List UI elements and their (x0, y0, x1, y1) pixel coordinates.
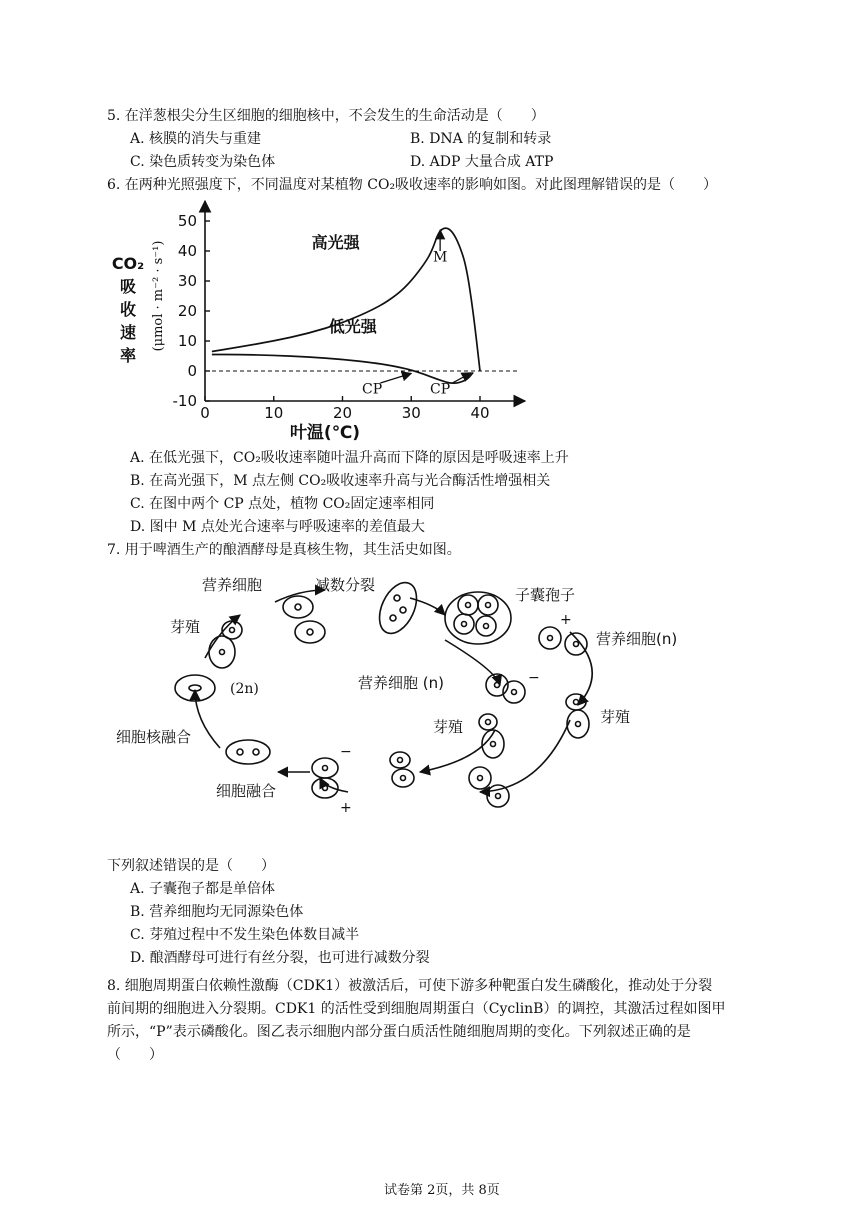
y-axis-label: CO₂ (111, 254, 145, 273)
series-label-low-light: 低光强 (328, 317, 377, 336)
q7-question: 下列叙述错误的是（ ） (107, 858, 275, 874)
series-label-high-light: 高光强 (311, 233, 360, 252)
cell-fusion-pair (312, 758, 338, 798)
x-tick-label: 30 (401, 404, 421, 422)
label-minus-middle: − (528, 670, 540, 686)
x-tick-label: 0 (200, 404, 210, 422)
label-plus-top: + (560, 612, 572, 628)
cell-budding-right (566, 694, 589, 738)
y-axis-label: 率 (119, 346, 137, 365)
q6-option-c: C. 在图中两个 CP 点处，植物 CO₂固定速率相同 (130, 496, 435, 512)
q6-option-a: A. 在低光强下，CO₂吸收速率随叶温升高而下降的原因是呼吸速率上升 (130, 450, 569, 466)
cell-meiosis (372, 577, 424, 639)
y-tick-label: 30 (177, 272, 197, 290)
label-karyogamy: 细胞核融合 (116, 728, 192, 746)
cell-spores-right (539, 627, 587, 655)
label-veg-middle: 营养细胞 (n) (358, 674, 444, 692)
x-tick-label: 10 (264, 404, 284, 422)
q5-stem: 5. 在洋葱根尖分生区细胞的细胞核中，不会发生的生命活动是（ ） (107, 108, 545, 124)
label-minus-bottom: − (340, 744, 352, 760)
q6-option-d: D. 图中 M 点处光合速率与呼吸速率的差值最大 (130, 519, 425, 535)
q8-line-1: 8. 细胞周期蛋白依赖性激酶（CDK1）被激活后，可使下游多种靶蛋白发生磷酸化，推动处于分裂 (107, 978, 713, 994)
series-low-light-line (212, 355, 473, 384)
q6-option-b: B. 在高光强下，M 点左侧 CO₂吸收速率升高与光合酶活性增强相关 (130, 473, 551, 489)
y-axis-unit: (μmol · m⁻² · s⁻¹) (151, 240, 166, 352)
y-tick-label: -10 (172, 392, 197, 410)
label-budding-middle: 芽殖 (433, 718, 464, 736)
cell-bottom-right (469, 767, 509, 807)
label-budding-right: 芽殖 (600, 708, 631, 726)
label-cell-fusion: 细胞融合 (216, 782, 277, 800)
q7-stem: 7. 用于啤酒生产的酿酒酵母是真核生物，其生活史如图。 (107, 542, 461, 558)
q7-option-b: B. 营养细胞均无同源染色体 (130, 904, 304, 920)
y-axis-label: 速 (119, 323, 137, 342)
q7-option-a: A. 子囊孢子都是单倍体 (130, 881, 276, 897)
q6-stem: 6. 在两种光照强度下，不同温度对某植物 CO₂吸收速率的影响如图。对此图理解错误的是（ ） (107, 177, 718, 193)
yeast-life-cycle-diagram (100, 560, 678, 820)
q8-line-4: （ ） (107, 1047, 163, 1063)
label-plus-bottom: + (340, 800, 352, 816)
label-meiosis: 减数分裂 (315, 576, 376, 594)
cell-veg-middle (486, 674, 525, 703)
page-footer: 试卷第 2页，共 8页 (384, 1183, 500, 1198)
x-tick-label: 20 (332, 404, 353, 422)
cell-karyogamy (226, 740, 270, 764)
cell-middle-bottom (390, 752, 414, 787)
y-tick-label: 40 (177, 242, 197, 260)
q5-option-b: B. DNA 的复制和转录 (410, 131, 552, 147)
label-diploid: (2n) (230, 681, 259, 697)
q7-option-c: C. 芽殖过程中不发生染色体数目减半 (130, 927, 360, 943)
x-axis-label: 叶温(℃) (289, 423, 361, 443)
q7-option-d: D. 酿酒酵母可进行有丝分裂，也可进行减数分裂 (130, 950, 430, 966)
q5-option-d: D. ADP 大量合成 ATP (410, 154, 554, 170)
y-axis-label: 收 (119, 300, 137, 319)
q5-option-c: C. 染色质转变为染色体 (130, 154, 276, 170)
q8-line-3: 所示，“P”表示磷酸化。图乙表示细胞内部分蛋白质活性随细胞周期的变化。下列叙述正确的是 (107, 1024, 691, 1040)
y-tick-label: 50 (177, 212, 197, 230)
x-tick-label: 40 (470, 404, 490, 422)
y-tick-label: 20 (177, 302, 197, 320)
label-budding-left: 芽殖 (170, 618, 201, 636)
cp-arrow-1 (380, 373, 411, 383)
ascus-icon (445, 592, 511, 644)
y-tick-label: 10 (177, 332, 197, 350)
label-ascospore: 子囊孢子 (515, 586, 576, 604)
cell-veg-top (283, 596, 325, 643)
q8-line-2: 前间期的细胞进入分裂期。CDK1 的活性受到细胞周期蛋白（CyclinB）的调控，其激活过程如图甲 (107, 1001, 726, 1017)
q5-option-a: A. 核膜的消失与重建 (130, 131, 262, 147)
label-veg-right: 营养细胞(n) (596, 630, 678, 648)
cp-label-2: CP (430, 381, 451, 398)
m-point-label: M (432, 249, 448, 266)
y-tick-label: 0 (187, 362, 197, 380)
label-veg-top: 营养细胞 (202, 576, 263, 594)
cp-label-1: CP (361, 381, 383, 398)
y-axis-label: 吸 (119, 277, 137, 296)
co2-absorption-chart (100, 196, 540, 446)
